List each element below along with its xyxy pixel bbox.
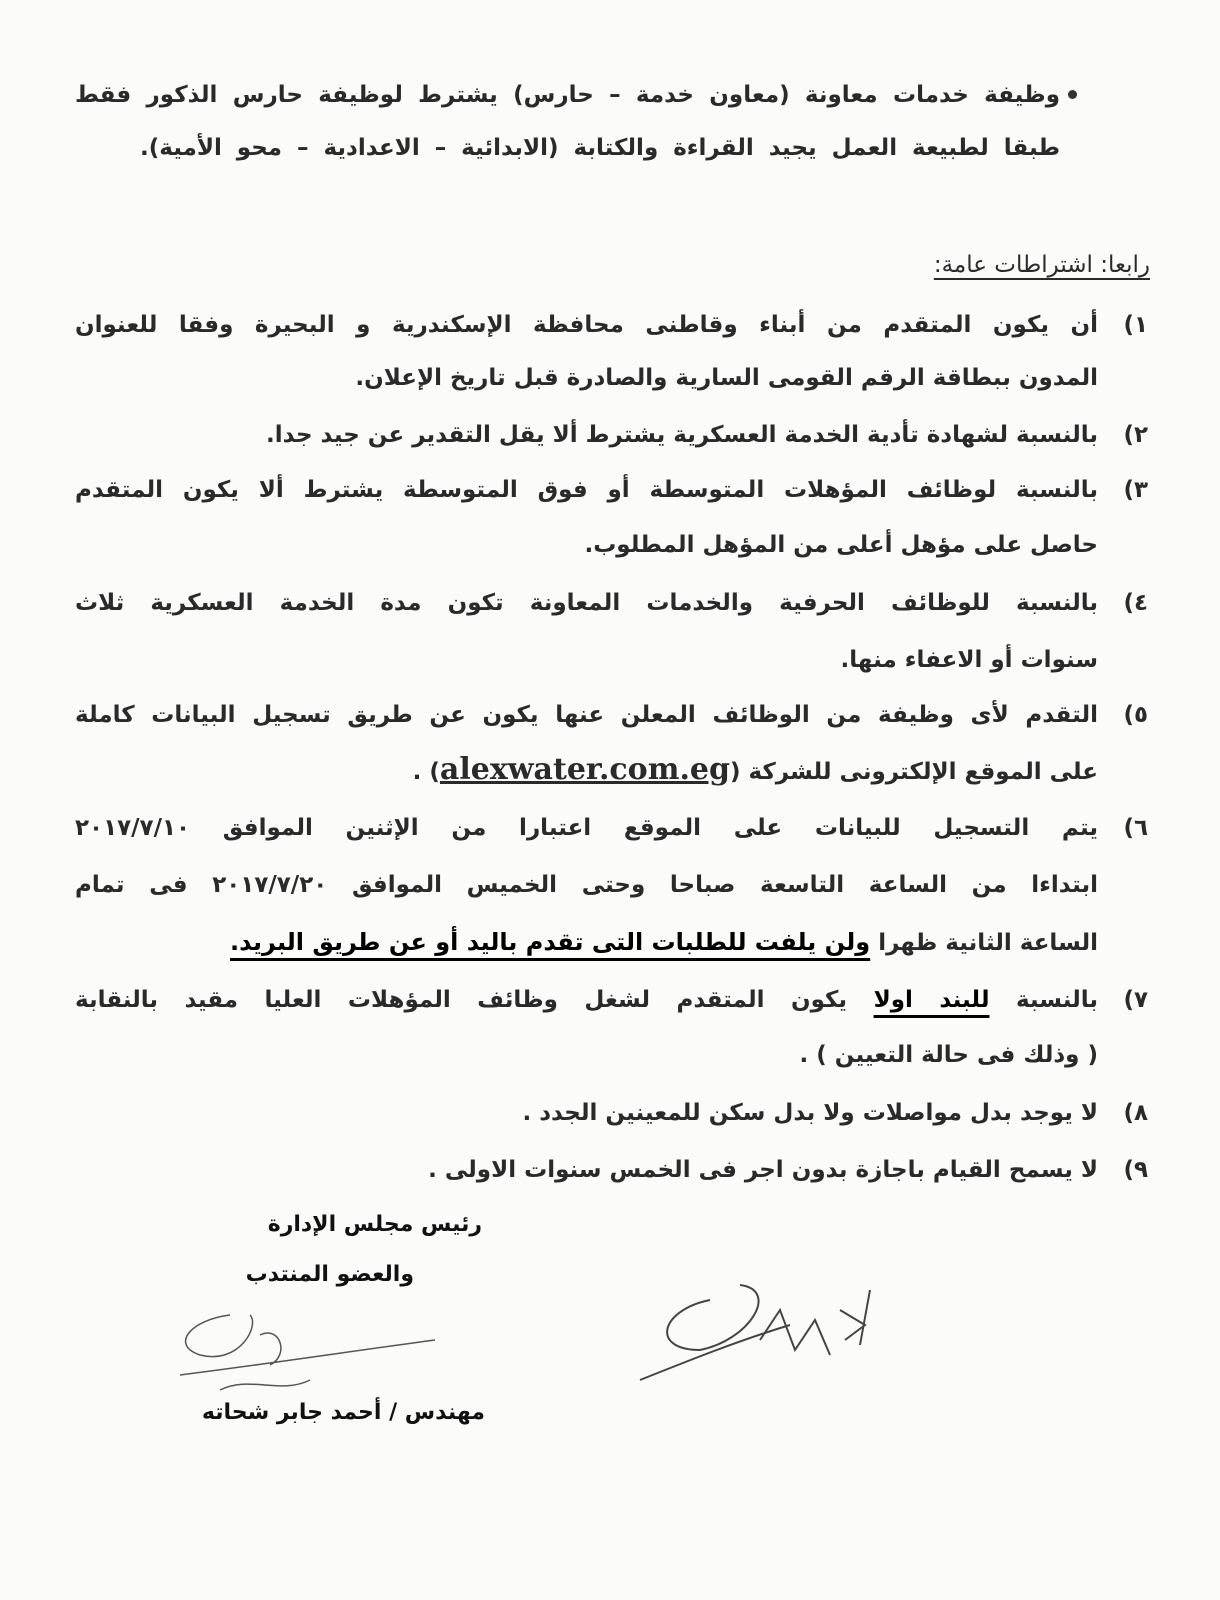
website-link[interactable]: alexwater.com.eg xyxy=(439,752,730,787)
item-number: ٥) xyxy=(1123,702,1148,728)
item-number: ٦) xyxy=(1123,815,1148,841)
item-7-text-b: يكون المتقدم لشغل وظائف المؤهلات العليا مقيد بالنقابة xyxy=(75,987,848,1013)
intro-line-2: طبقا لطبيعة العمل يجيد القراءة والكتابة (الابدائية – الاعدادية – محو الأمية). xyxy=(140,135,1060,161)
item-number: ٨) xyxy=(1123,1100,1148,1126)
item-7-line-1 xyxy=(75,983,1098,1017)
handwritten-signature-left xyxy=(160,1295,450,1405)
item-6-line-2: ابتداءا من الساعة التاسعة صباحا وحتى الخميس الموافق ٢٠١٧/٧/٢٠ فى تمام xyxy=(75,872,1098,898)
item-5-line-2: على الموقع الإلكترونى للشركة (alexwater.com.eg) . xyxy=(412,752,1098,787)
signature-title-1: رئيس مجلس الإدارة xyxy=(267,1212,482,1237)
bullet-icon xyxy=(1068,90,1077,99)
item-number: ٣) xyxy=(1123,477,1148,503)
item-8-line-1: لا يوجد بدل مواصلات ولا بدل سكن للمعينين الجدد . xyxy=(522,1100,1098,1126)
item-3-line-2: حاصل على مؤهل أعلى من المؤهل المطلوب. xyxy=(584,532,1098,558)
item-5-text: على الموقع الإلكترونى للشركة xyxy=(748,759,1098,785)
item-2-line-1: بالنسبة لشهادة تأدية الخدمة العسكرية يشترط ألا يقل التقدير عن جيد جدا. xyxy=(266,422,1098,448)
item-number: ٧) xyxy=(1123,987,1148,1013)
item-number: ٩) xyxy=(1123,1157,1148,1183)
handwritten-signature-right xyxy=(630,1270,890,1400)
item-6-line-1: يتم التسجيل للبيانات على الموقع اعتبارا من الإثنين الموافق ٢٠١٧/٧/١٠ xyxy=(75,815,1098,841)
item-9-line-1: لا يسمح القيام باجازة بدون اجر فى الخمس سنوات الاولى . xyxy=(428,1157,1098,1183)
item-number: ٤) xyxy=(1123,590,1148,616)
signatory-name: مهندس / أحمد جابر شحاته xyxy=(201,1400,485,1425)
item-number: ٢) xyxy=(1123,422,1148,448)
item-6-text: الساعة الثانية ظهرا xyxy=(878,930,1098,956)
item-6-emphasis: ولن يلفت للطلبات التى تقدم باليد أو عن طريق البريد. xyxy=(230,928,871,956)
intro-line-1: وظيفة خدمات معاونة (معاون خدمة – حارس) يشترط لوظيفة حارس الذكور فقط xyxy=(75,82,1060,108)
item-7-emphasis: للبند اولا xyxy=(873,987,990,1013)
section-heading: رابعا: اشتراطات عامة: xyxy=(933,252,1150,278)
item-6-line-3 xyxy=(230,925,1098,960)
item-4-line-2: سنوات أو الاعفاء منها. xyxy=(840,647,1098,673)
item-7-text-a: بالنسبة xyxy=(1015,987,1098,1013)
signature-title-2: والعضو المنتدب xyxy=(245,1262,414,1287)
item-number: ١) xyxy=(1123,312,1148,338)
item-1-line-1: أن يكون المتقدم من أبناء وقاطنى محافظة الإسكندرية و البحيرة وفقا للعنوان xyxy=(75,312,1098,338)
item-7-line-2: ( وذلك فى حالة التعيين ) . xyxy=(799,1042,1098,1068)
item-5-line-1: التقدم لأى وظيفة من الوظائف المعلن عنها يكون عن طريق تسجيل البيانات كاملة xyxy=(75,702,1098,728)
item-1-line-2: المدون ببطاقة الرقم القومى السارية والصادرة قبل تاريخ الإعلان. xyxy=(355,365,1098,391)
item-4-line-1: بالنسبة للوظائف الحرفية والخدمات المعاونة تكون مدة الخدمة العسكرية ثلاث xyxy=(75,590,1098,616)
item-3-line-1: بالنسبة لوظائف المؤهلات المتوسطة أو فوق المتوسطة يشترط ألا يكون المتقدم xyxy=(75,477,1098,503)
